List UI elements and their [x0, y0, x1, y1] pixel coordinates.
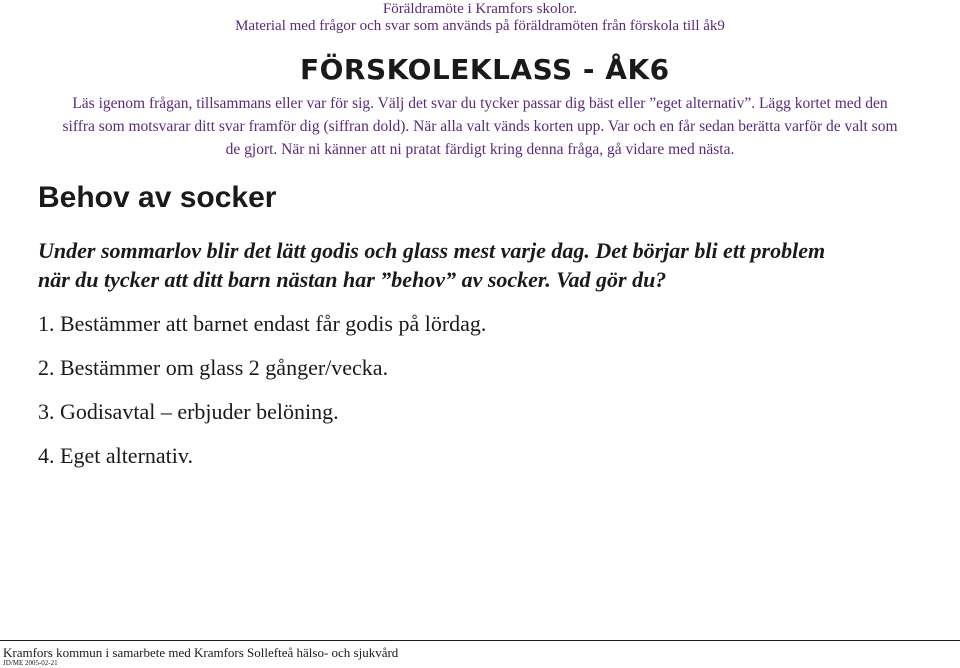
option-number: 2. [38, 355, 55, 380]
question-text [38, 236, 938, 294]
option-text: Bestämmer att barnet endast får godis på lördag. [60, 311, 487, 336]
question-line: när du tycker att ditt barn nästan har ”behov” av socker. Vad gör du? [38, 267, 667, 292]
footer-document-code: JD/ME 2005-02-21 [3, 659, 58, 667]
question-line: Under sommarlov blir det lätt godis och glass mest varje dag. Det börjar bli ett problem [38, 238, 826, 263]
option-number: 4. [38, 443, 55, 468]
answer-option [38, 354, 486, 382]
footer-text: Kramfors kommun i samarbete med Kramfors Sollefteå hälso- och sjukvård [3, 645, 399, 660]
footer-divider [0, 640, 960, 641]
answer-option [38, 442, 486, 470]
option-text: Godisavtal – erbjuder belöning. [60, 399, 339, 424]
header-school-title: Föräldramöte i Kramfors skolor. [382, 1, 578, 17]
instructions-line: siffra som motsvarar ditt svar framför dig (siffran dold). När alla valt vänds korten upp. Var och en får sedan berätta varför de valt som [62, 118, 898, 135]
topic-heading: Behov av socker [38, 181, 277, 214]
option-number: 1. [38, 311, 55, 336]
instructions [0, 92, 960, 161]
instructions-line: Läs igenom frågan, tillsammans eller var för sig. Välj det svar du tycker passar dig bäst eller ”eget alternativ”. Lägg kortet med den [72, 95, 888, 112]
page-title: FÖRSKOLEKLASS - ÅK6 [300, 53, 670, 86]
option-number: 3. [38, 399, 55, 424]
instructions-line: de gjort. När ni känner att ni pratat färdigt kring denna fråga, gå vidare med nästa. [225, 141, 735, 158]
option-text: Eget alternativ. [60, 443, 193, 468]
header-material-description: Material med frågor och svar som används på föräldramöten från förskola till åk9 [235, 18, 725, 34]
answer-option [38, 398, 486, 426]
option-text: Bestämmer om glass 2 gånger/vecka. [60, 355, 389, 380]
answer-options-list [38, 310, 486, 486]
answer-option [38, 310, 486, 338]
